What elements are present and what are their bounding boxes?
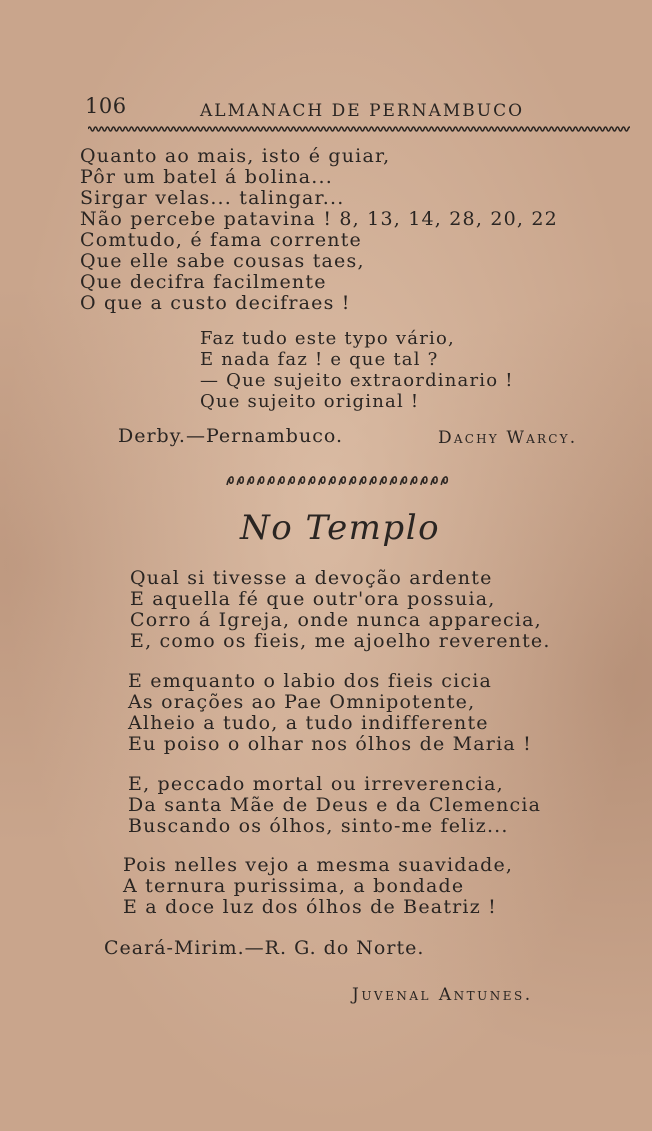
verse-line: Corro á Igreja, onde nunca apparecia, (130, 609, 542, 631)
verse-line: Não percebe patavina ! 8, 13, 14, 28, 20, 22 (80, 208, 558, 230)
verse-line: A ternura purissima, a bondade (123, 875, 465, 897)
verse-line: Eu poiso o olhar nos ólhos de Maria ! (128, 733, 532, 755)
page-number: 106 (85, 94, 127, 118)
verse-line: Comtudo, é fama corrente (80, 229, 362, 251)
verse-line: E a doce luz dos ólhos de Beatriz ! (123, 896, 497, 918)
verse-line: O que a custo decifraes ! (80, 292, 351, 314)
poem-stanza-3 (128, 774, 541, 837)
verse-line: E emquanto o labio dos fieis cicia (128, 670, 493, 692)
verse-line: E nada faz ! e que tal ? (200, 349, 439, 370)
verse-line: Faz tudo este typo vário, (200, 328, 455, 349)
verse-line: Que sujeito original ! (200, 391, 420, 412)
verse-line: Pois nelles vejo a mesma suavidade, (123, 854, 514, 876)
place-signature: Ceará-Mirim.—R. G. do Norte. (104, 937, 425, 959)
verse-line: Que elle sabe cousas taes, (80, 250, 365, 272)
poem-stanza-4 (123, 855, 513, 918)
stanza-1 (80, 146, 558, 314)
ornament-divider (223, 473, 453, 489)
poem-stanza-1 (130, 568, 551, 652)
stanza-2 (200, 328, 514, 412)
poem-stanza-2 (128, 671, 532, 755)
wavy-rule (88, 124, 630, 134)
verse-line: As orações ao Pae Omnipotente, (128, 691, 476, 713)
verse-line: Sirgar velas... talingar... (80, 187, 345, 209)
verse-line: Alheio a tudo, a tudo indifferente (128, 712, 489, 734)
poem-title: No Templo (240, 508, 441, 548)
verse-line: Buscando os ólhos, sinto-me feliz... (128, 815, 509, 837)
verse-line: Qual si tivesse a devoção ardente (130, 567, 493, 589)
verse-line: Que decifra facilmente (80, 271, 327, 293)
author-signature: Dachy Warcy. (438, 428, 578, 448)
verse-line: Quanto ao mais, isto é guiar, (80, 145, 391, 167)
verse-line: Pôr um batel á bolina... (80, 166, 333, 188)
verse-line: Da santa Mãe de Deus e da Clemencia (128, 794, 542, 816)
verse-line: E, peccado mortal ou irreverencia, (128, 773, 504, 795)
verse-line: — Que sujeito extraordinario ! (200, 370, 514, 391)
verse-line: E aquella fé que outr'ora possuia, (130, 588, 496, 610)
running-title: ALMANACH DE PERNAMBUCO (200, 101, 525, 121)
verse-line: E, como os fieis, me ajoelho reverente. (130, 630, 551, 652)
place-signature: Derby.—Pernambuco. (118, 425, 343, 447)
author-signature: Juvenal Antunes. (352, 985, 533, 1005)
